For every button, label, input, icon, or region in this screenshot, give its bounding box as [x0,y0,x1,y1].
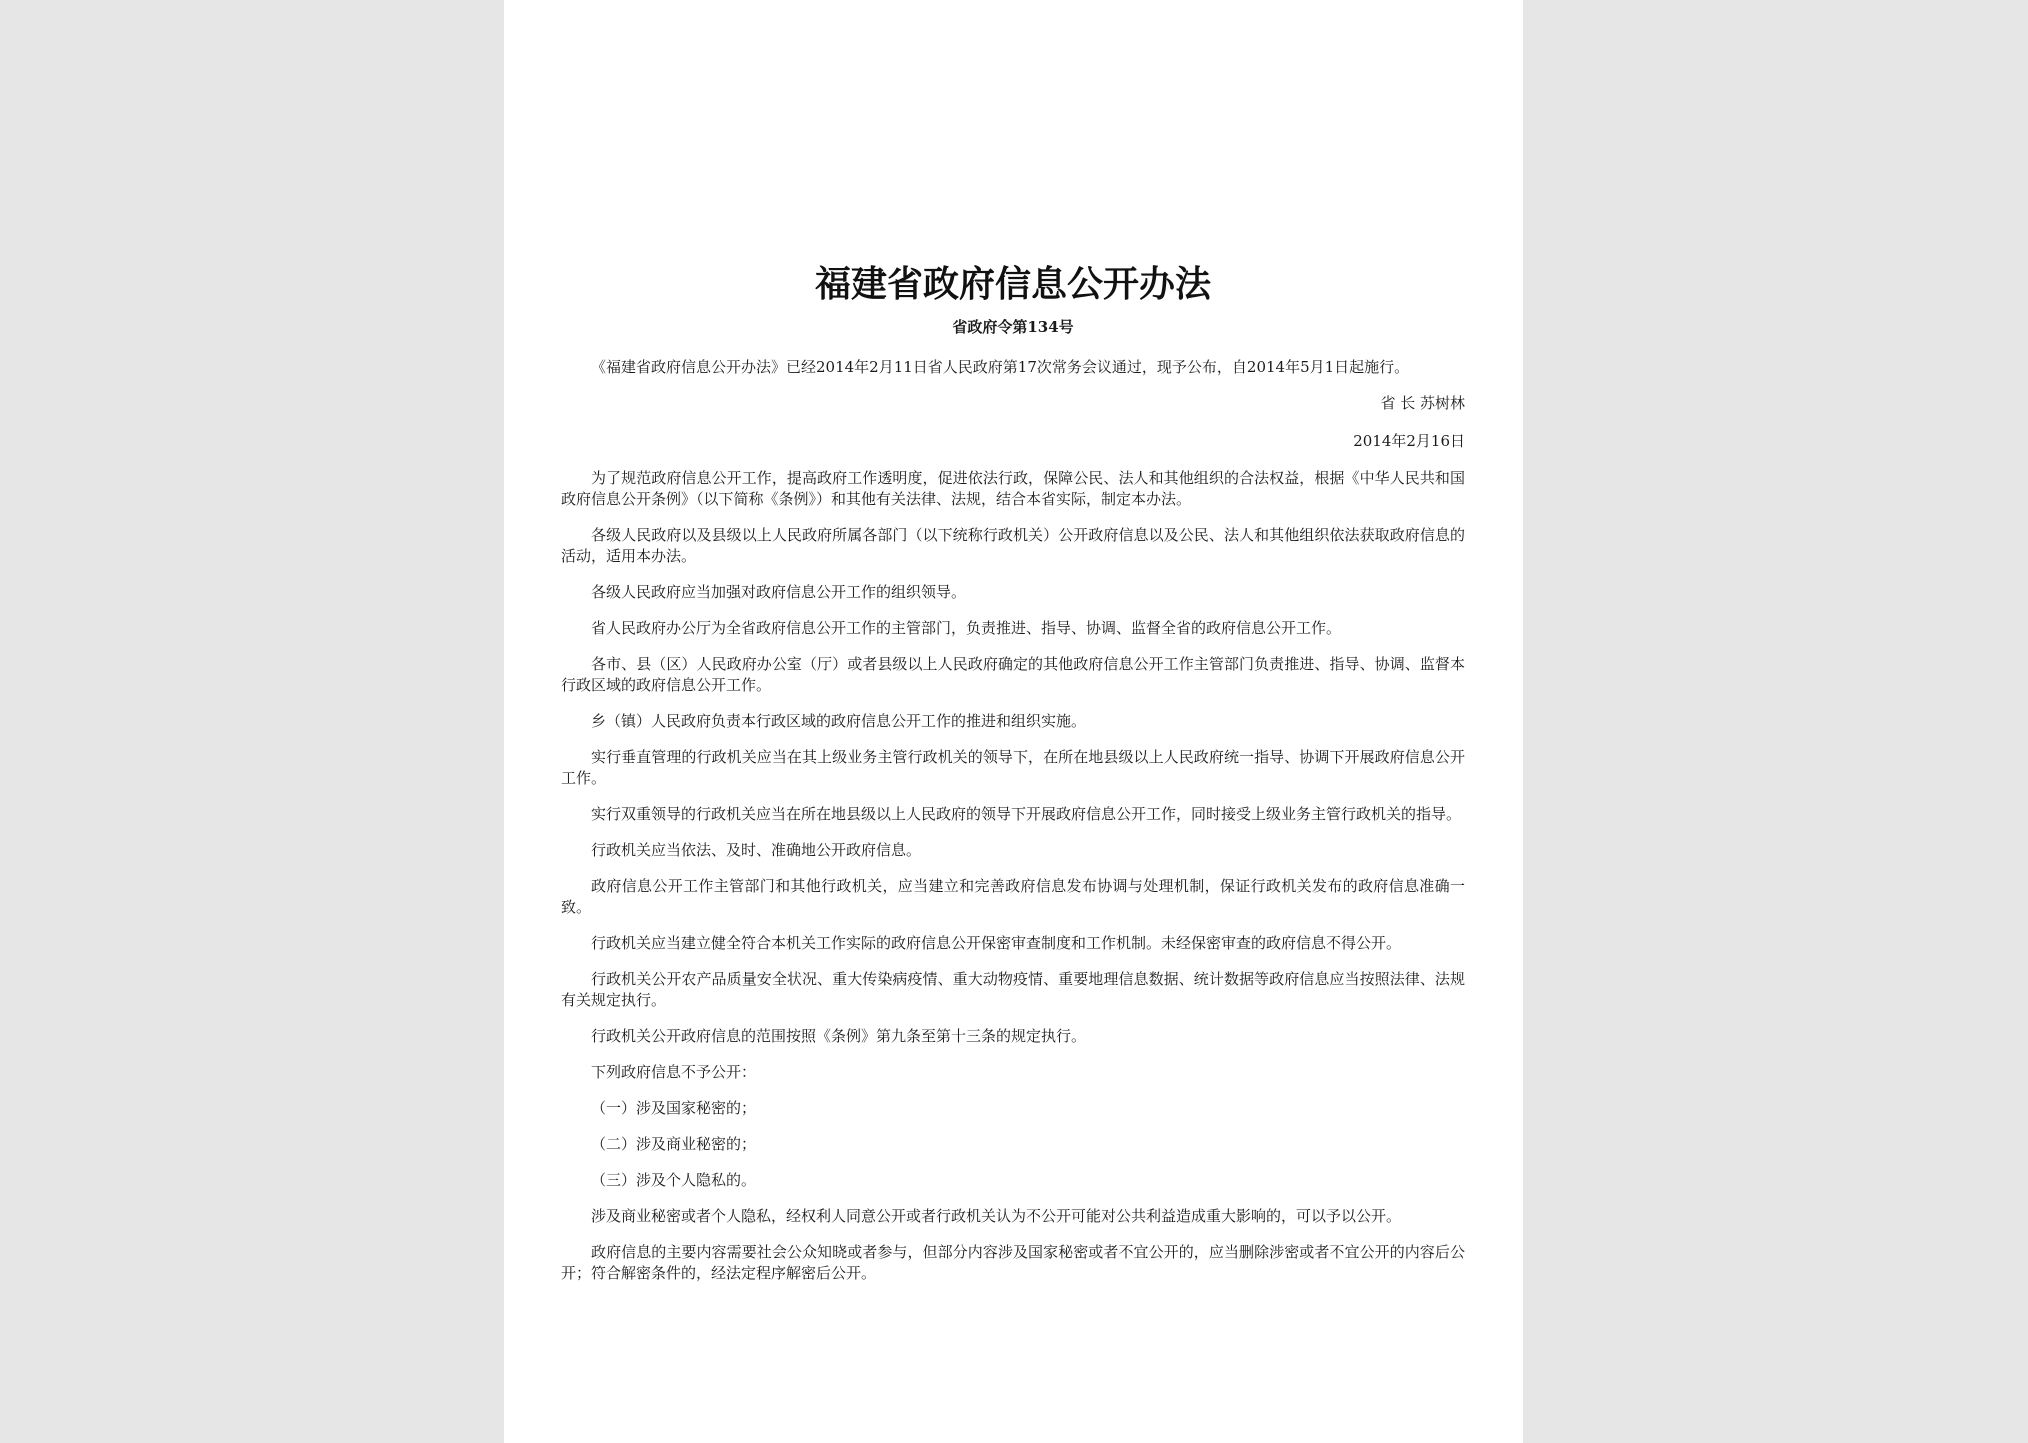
list-item: （三）涉及个人隐私的。 [591,1171,757,1189]
paragraph: 行政机关应当依法、及时、准确地公开政府信息。 [591,841,922,859]
paragraph: 实行垂直管理的行政机关应当在其上级业务主管行政机关的领导下，在所在地县级以上人民政府统一指导、协调下开展政府信息公开工作。 [561,748,1465,787]
paragraph: 涉及商业秘密或者个人隐私，经权利人同意公开或者行政机关认为不公开可能对公共利益造成重大影响的，可以予以公开。 [591,1207,1402,1225]
document-signer: 省 长 苏树林 [1380,394,1465,412]
paragraph: 为了规范政府信息公开工作，提高政府工作透明度，促进依法行政，保障公民、法人和其他组织的合法权益，根据《中华人民共和国政府信息公开条例》（以下简称《条例》）和其他有关法律、法规，结合本省实际，制定本办法。 [561,469,1465,508]
document-page [504,0,1523,1443]
paragraph: 各级人民政府以及县级以上人民政府所属各部门（以下统称行政机关）公开政府信息以及公民、法人和其他组织依法获取政府信息的活动，适用本办法。 [561,526,1465,565]
paragraph: 下列政府信息不予公开： [591,1063,757,1081]
paragraph: 乡（镇）人民政府负责本行政区域的政府信息公开工作的推进和组织实施。 [591,712,1087,730]
document-content [561,262,1465,1299]
paragraph: 政府信息公开工作主管部门和其他行政机关，应当建立和完善政府信息发布协调与处理机制，保证行政机关发布的政府信息准确一致。 [561,877,1465,916]
paragraph: 行政机关公开农产品质量安全状况、重大传染病疫情、重大动物疫情、重要地理信息数据、统计数据等政府信息应当按照法律、法规有关规定执行。 [561,970,1465,1009]
paragraph: 各市、县（区）人民政府办公室（厅）或者县级以上人民政府确定的其他政府信息公开工作主管部门负责推进、指导、协调、监督本行政区域的政府信息公开工作。 [561,655,1465,694]
document-title: 福建省政府信息公开办法 [814,263,1211,305]
paragraph: 行政机关应当建立健全符合本机关工作实际的政府信息公开保密审查制度和工作机制。未经保密审查的政府信息不得公开。 [591,934,1402,952]
paragraph: 省人民政府办公厅为全省政府信息公开工作的主管部门，负责推进、指导、协调、监督全省的政府信息公开工作。 [591,619,1342,637]
paragraph: 实行双重领导的行政机关应当在所在地县级以上人民政府的领导下开展政府信息公开工作，同时接受上级业务主管行政机关的指导。 [591,805,1462,823]
list-item: （一）涉及国家秘密的； [591,1099,757,1117]
list-item: （二）涉及商业秘密的； [591,1135,757,1153]
document-date: 2014年2月16日 [1353,432,1465,450]
document-subtitle: 省政府令第134号 [952,318,1074,336]
paragraph: 各级人民政府应当加强对政府信息公开工作的组织领导。 [591,583,967,601]
document-preface: 《福建省政府信息公开办法》已经2014年2月11日省人民政府第17次常务会议通过，现予公布，自2014年5月1日起施行。 [591,358,1410,376]
paragraph: 行政机关公开政府信息的范围按照《条例》第九条至第十三条的规定执行。 [591,1027,1087,1045]
paragraph: 政府信息的主要内容需要社会公众知晓或者参与，但部分内容涉及国家秘密或者不宜公开的，应当删除涉密或者不宜公开的内容后公开；符合解密条件的，经法定程序解密后公开。 [561,1243,1465,1282]
